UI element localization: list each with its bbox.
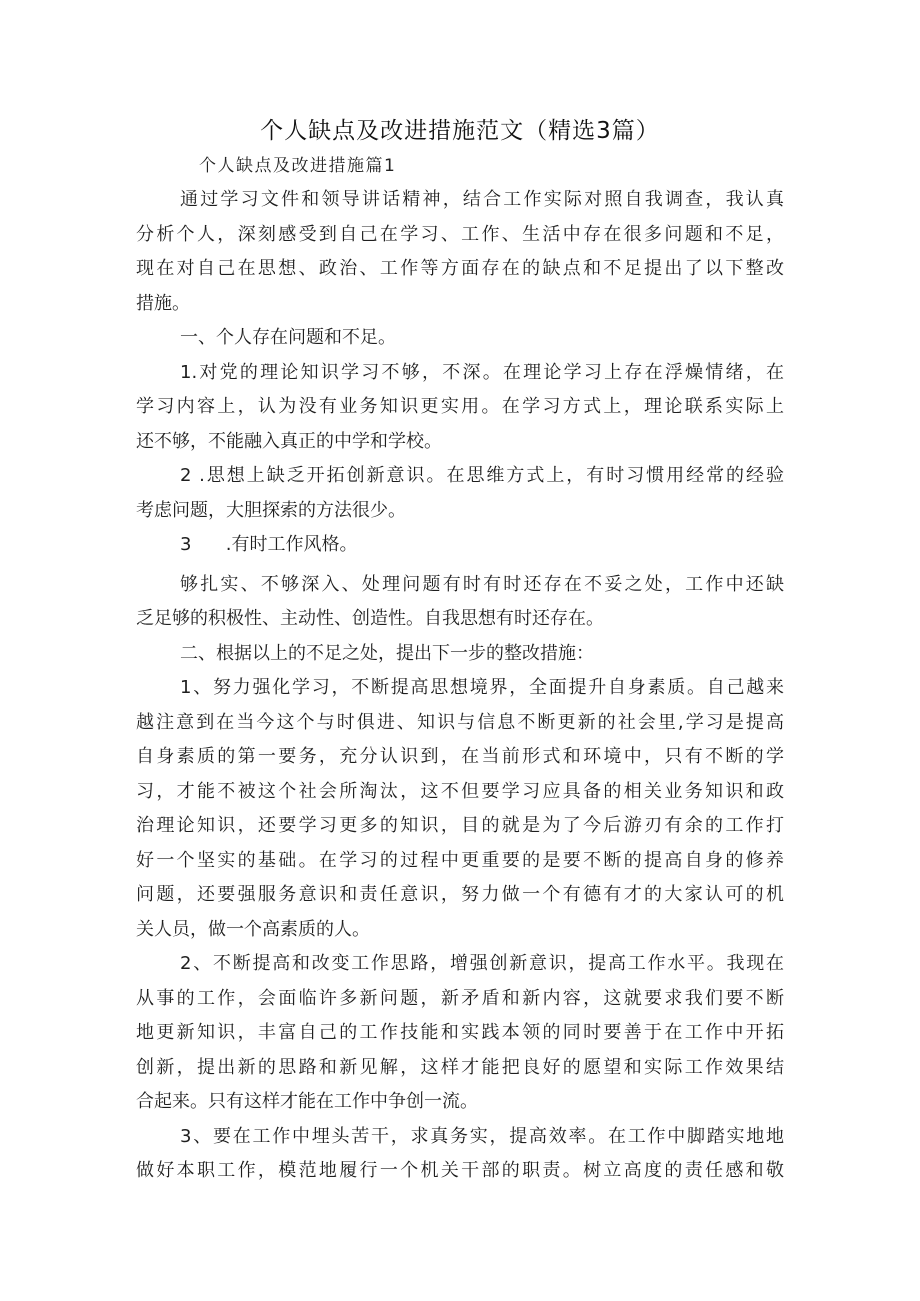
document-title: 个人缺点及改进措施范文（精选3篇） — [260, 118, 660, 144]
paragraph-line: 1.对党的理论知识学习不够，不深。在理论学习上存在浮燥情绪，在 — [180, 362, 784, 383]
paragraph-line: 做好本职工作，模范地履行一个机关干部的职责。树立高度的责任感和敬 — [136, 1160, 784, 1181]
paragraph-line: 地更新知识，丰富自己的工作技能和实践本领的同时要善于在工作中开拓 — [136, 1022, 784, 1043]
paragraph-line: 从事的工作，会面临许多新问题，新矛盾和新内容，这就要求我们要不断 — [136, 988, 784, 1009]
paragraph-line: 创新，提出新的思路和新见解，这样才能把良好的愿望和实际工作效果结 — [136, 1057, 784, 1078]
paragraph-line: 乏足够的积极性、主动性、创造性。自我思想有时还存在。 — [136, 608, 604, 629]
paragraph-line: 2 .思想上缺乏开拓创新意识。在思维方式上，有时习惯用经常的经验 — [180, 465, 784, 486]
paragraph-line: 习，才能不被这个社会所淘汰，这不但要学习应具备的相关业务知识和政 — [136, 781, 784, 802]
paragraph-line: 治理论知识，还要学习更多的知识，目的就是为了今后游刃有余的工作打 — [136, 815, 784, 836]
paragraph-line: 现在对自己在思想、政治、工作等方面存在的缺点和不足提出了以下整改 — [136, 258, 784, 279]
section-heading: 个人缺点及改进措施篇1 — [199, 156, 397, 176]
paragraph-line: 二、根据以上的不足之处，提出下一步的整改措施： — [180, 643, 594, 664]
paragraph-line: 好一个坚实的基础。在学习的过程中更重要的是要不断的提高自身的修养 — [136, 850, 784, 871]
paragraph-line: 越注意到在当今这个与时俱进、知识与信息不断更新的社会里,学习是提高 — [136, 712, 784, 733]
paragraph-line: 2、不断提高和改变工作思路，增强创新意识，提高工作水平。我现在 — [180, 953, 784, 974]
paragraph-line: 关人员，做一个高素质的人。 — [136, 919, 370, 940]
paragraph-line: 问题，还要强服务意识和责任意识，努力做一个有德有才的大家认可的机 — [136, 884, 784, 905]
paragraph-line: 够扎实、不够深入、处理问题有时有时还存在不妥之处，工作中还缺 — [180, 574, 784, 595]
paragraph-line: 措施。 — [136, 293, 190, 314]
paragraph-line: 还不够，不能融入真正的中学和学校。 — [136, 431, 442, 452]
paragraph-line: 3、要在工作中埋头苦干，求真务实，提高效率。在工作中脚踏实地地 — [180, 1126, 784, 1147]
paragraph-line: 学习内容上，认为没有业务知识更实用。在学习方式上，理论联系实际上 — [136, 396, 784, 417]
paragraph-line: 1、努力强化学习，不断提高思想境界，全面提升自身素质。自己越来 — [180, 677, 784, 698]
paragraph-line: 3 .有时工作风格。 — [180, 534, 358, 555]
paragraph-line: 一、个人存在问题和不足。 — [180, 327, 396, 348]
paragraph-line: 通过学习文件和领导讲话精神，结合工作实际对照自我调查，我认真 — [180, 189, 784, 210]
paragraph-line: 考虑问题，大胆探索的方法很少。 — [136, 500, 406, 521]
paragraph-line: 分析个人，深刻感受到自己在学习、工作、生活中存在很多问题和不足， — [136, 224, 784, 245]
paragraph-line: 合起来。只有这样才能在工作中争创一流。 — [136, 1091, 478, 1112]
paragraph-line: 自身素质的第一要务，充分认识到，在当前形式和环境中，只有不断的学 — [136, 746, 784, 767]
